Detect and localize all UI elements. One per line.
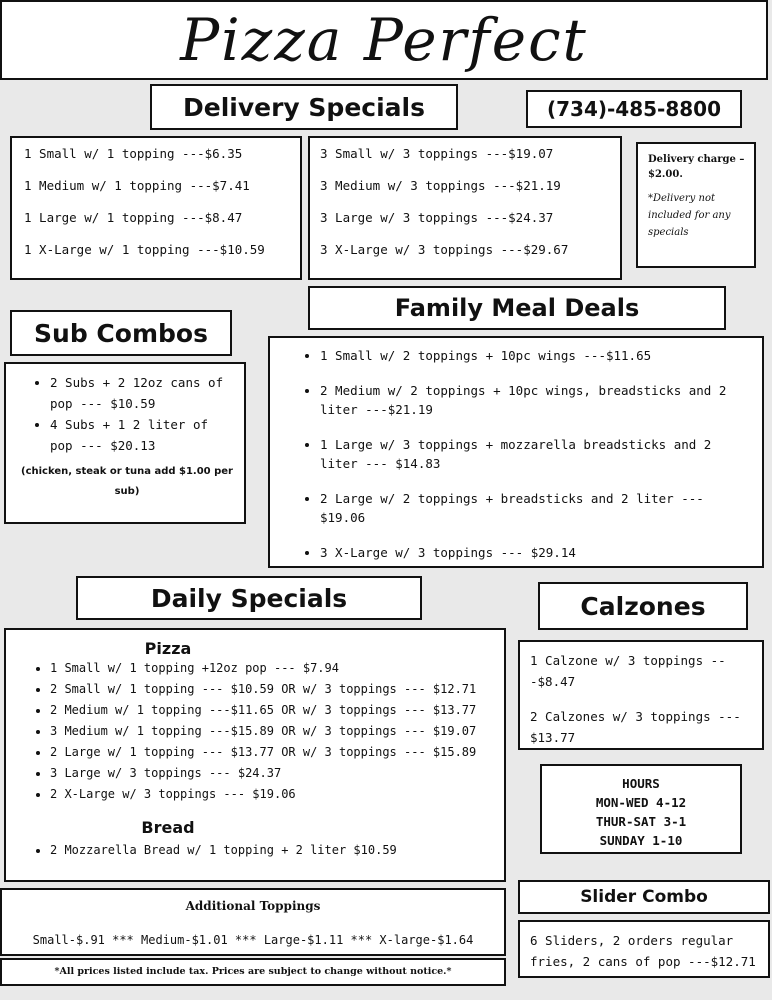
additional-toppings-prices: Small-$.91 *** Medium-$1.01 *** Large-$1.11 *** X-large-$1.64 [32, 933, 474, 947]
family-meal-deals-title: Family Meal Deals [394, 294, 640, 322]
hours-line: MON-WED 4-12 [595, 795, 687, 810]
sub-combo-item: • 4 Subs + 1 2 liter of pop --- $20.13 [50, 414, 236, 456]
daily-specials-title: Daily Specials [150, 583, 348, 613]
daily-pizza-item: • 3 Large w/ 3 toppings --- $24.37 [50, 763, 498, 784]
calzones-box [518, 640, 764, 750]
additional-toppings-box [0, 888, 506, 956]
hours-line: THUR-SAT 3-1 [595, 814, 687, 829]
delivery-item: 3 Large w/ 3 toppings ---$24.37 [320, 210, 554, 225]
delivery-charge-label: Delivery charge [648, 154, 736, 165]
daily-pizza-item: • 2 X-Large w/ 3 toppings --- $19.06 [50, 784, 498, 805]
sub-combos-title: Sub Combos [34, 318, 208, 348]
delivery-specials-title: Delivery Specials [183, 92, 425, 122]
daily-specials-header [76, 576, 422, 620]
daily-pizza-item: • 2 Medium w/ 1 topping ---$11.65 OR w/ 3 toppings --- $13.77 [50, 700, 498, 721]
slider-combo-title: Slider Combo [580, 887, 708, 907]
daily-pizza-item: • 1 Small w/ 1 topping +12oz pop --- $7.94 [50, 658, 498, 679]
price-disclaimer: *All prices listed include tax. Prices are subject to change without notice.* [0, 958, 506, 986]
calzones-title: Calzones [580, 591, 706, 621]
slider-combo-text: 6 Sliders, 2 orders regular fries, 2 cans of pop ---$12.71 [530, 933, 756, 969]
bread-subtitle: Bread [141, 818, 195, 837]
delivery-item: 1 Large w/ 1 topping ---$8.47 [24, 210, 243, 225]
daily-pizza-item: • 2 Large w/ 1 topping --- $13.77 OR w/ 3 toppings --- $15.89 [50, 742, 498, 763]
daily-bread-item: • 2 Mozzarella Bread w/ 1 topping + 2 liter $10.59 [50, 840, 498, 861]
delivery-charge-value: – $2.00. [648, 154, 745, 180]
daily-specials-box [4, 628, 506, 882]
delivery-item: 1 Medium w/ 1 topping ---$7.41 [24, 178, 250, 193]
phone-number: (734)-485-8800 [546, 97, 722, 121]
slider-combo-box [518, 920, 770, 978]
hours-title: HOURS [622, 776, 660, 791]
hours-line: SUNDAY 1-10 [599, 833, 683, 848]
page-title-banner [0, 0, 768, 80]
pizza-subtitle: Pizza [144, 639, 192, 658]
additional-toppings-title: Additional Toppings [185, 899, 321, 913]
calzones-header [538, 582, 748, 630]
delivery-item: 1 X-Large w/ 1 topping ---$10.59 [24, 242, 265, 257]
delivery-item: 3 Medium w/ 3 toppings ---$21.19 [320, 178, 561, 193]
daily-pizza-item: • 2 Small w/ 1 topping --- $10.59 OR w/ 3 toppings --- $12.71 [50, 679, 498, 700]
family-item: • 1 Small w/ 2 toppings + 10pc wings ---$11.65 [320, 346, 754, 365]
family-item: • 1 Large w/ 3 toppings + mozzarella breadsticks and 2 liter --- $14.83 [320, 435, 754, 473]
delivery-charge-note: *Delivery not included for any specials [648, 193, 731, 238]
phone-box [526, 90, 742, 128]
delivery-specials-header [150, 84, 458, 130]
sub-combo-note: (chicken, steak or tuna add $1.00 per sub) [21, 466, 233, 497]
family-meal-deals-box [268, 336, 764, 568]
calzone-item: 1 Calzone w/ 3 toppings ---$8.47 [530, 653, 726, 689]
family-item: • 2 Large w/ 2 toppings + breadsticks and 2 liter --- $19.06 [320, 489, 754, 527]
sub-combos-header [10, 310, 232, 356]
sub-combos-box [4, 362, 246, 524]
calzone-item: 2 Calzones w/ 3 toppings --- $13.77 [530, 709, 741, 745]
slider-combo-header [518, 880, 770, 914]
delivery-item: 3 Small w/ 3 toppings ---$19.07 [320, 146, 554, 161]
family-meal-deals-header [308, 286, 726, 330]
daily-pizza-item: • 3 Medium w/ 1 topping ---$15.89 OR w/ 3 toppings --- $19.07 [50, 721, 498, 742]
delivery-specials-col2 [308, 136, 622, 280]
delivery-charge-box [636, 142, 756, 268]
page-title: Pizza Perfect [180, 6, 588, 74]
delivery-item: 3 X-Large w/ 3 toppings ---$29.67 [320, 242, 569, 257]
hours-box [540, 764, 742, 854]
delivery-item: 1 Small w/ 1 topping ---$6.35 [24, 146, 243, 161]
family-item: • 3 X-Large w/ 3 toppings --- $29.14 [320, 543, 754, 562]
sub-combo-item: • 2 Subs + 2 12oz cans of pop --- $10.59 [50, 372, 236, 414]
family-item: • 2 Medium w/ 2 toppings + 10pc wings, breadsticks and 2 liter ---$21.19 [320, 381, 754, 419]
delivery-specials-col1 [10, 136, 302, 280]
